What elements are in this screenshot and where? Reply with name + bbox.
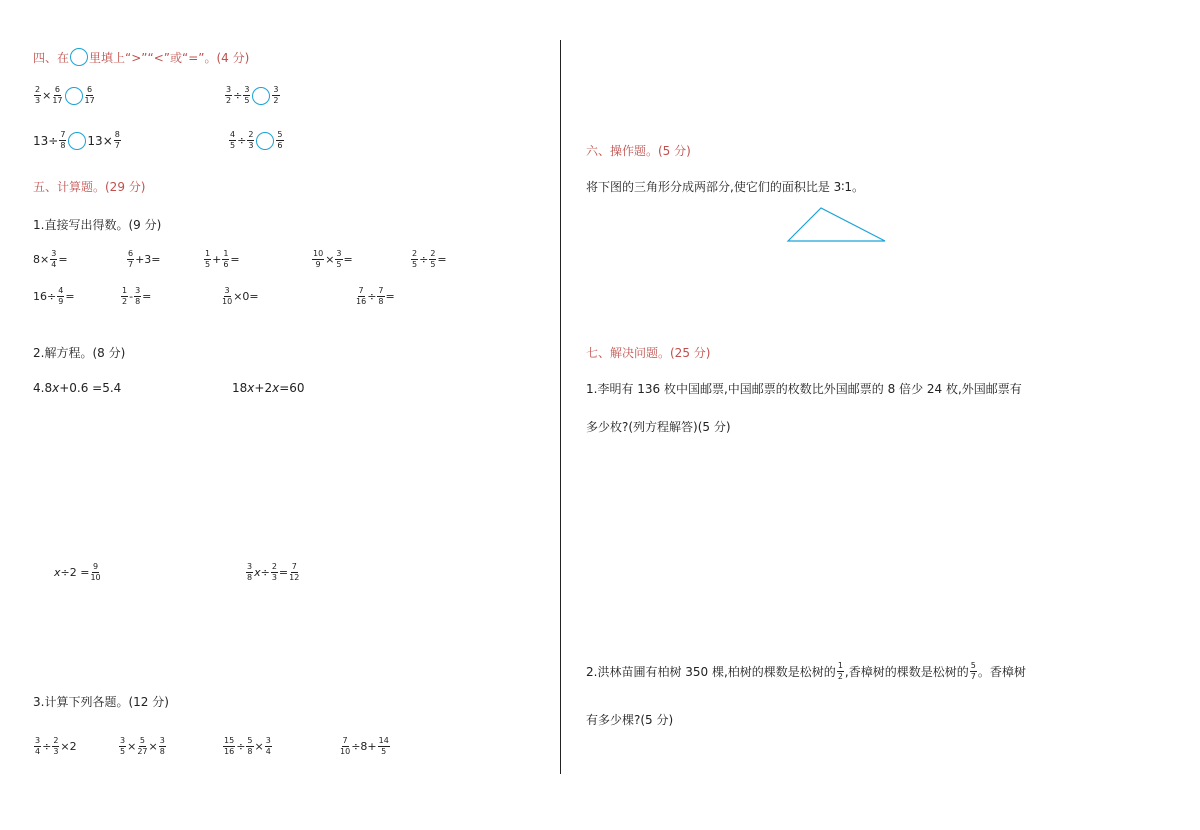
equation-item: x ÷2 = $\frac{9}{10}$ (54, 562, 101, 582)
calc-item: $\frac{10}{9}$ × $\frac{3}{5}$ = (313, 249, 353, 269)
section-5-title: 五、计算题。(29 分) (33, 180, 146, 194)
calc-item: $\frac{1}{5}$ + $\frac{1}{6}$ = (205, 249, 240, 269)
section-6-text: 将下图的三角形分成两部分,使它们的面积比是 3∶1。 (586, 180, 865, 194)
section-7-title: 七、解决问题。(25 分) (586, 346, 711, 360)
calc-item: $\frac{2}{5}$ ÷ $\frac{2}{5}$ = (412, 249, 447, 269)
calc-item: $\frac{3}{10}$ ×0= (222, 286, 259, 306)
equation-item: 18 x +2 x =60 (232, 381, 305, 395)
problem-2-line-2: 有多少棵?(5 分) (586, 713, 674, 727)
equation-item: 4.8 x +0.6 =5.4 (33, 381, 122, 395)
section-6-title: 六、操作题。(5 分) (586, 144, 691, 158)
answer-circle[interactable] (256, 132, 274, 150)
triangle-figure[interactable] (785, 204, 889, 244)
calc-item: $\frac{3}{4}$ ÷ $\frac{2}{3}$ ×2 (35, 736, 77, 756)
q3-title: 3.计算下列各题。(12 分) (33, 695, 169, 709)
calc-item: $\frac{6}{7}$ +3= (128, 249, 161, 269)
calc-item: $\frac{3}{5}$ × $\frac{5}{27}$ × $\frac{3}{8}$ (120, 736, 165, 756)
answer-circle[interactable] (252, 87, 270, 105)
column-divider (560, 40, 561, 774)
compare-exercise-1: $\frac{2}{3}$ × $\frac{6}{17}$ $\frac{6}{17}$ (35, 85, 95, 105)
calc-item: $\frac{7}{10}$ ÷8+ $\frac{14}{5}$ (340, 736, 389, 756)
compare-exercise-4: $\frac{4}{5}$ ÷ $\frac{2}{3}$ $\frac{5}{6}$ (230, 130, 283, 150)
triangle-shape (788, 208, 885, 241)
calc-item: $\frac{15}{16}$ ÷ $\frac{5}{8}$ × $\frac{3}{4}$ (224, 736, 271, 756)
calc-item: 8× $\frac{3}{4}$ = (33, 249, 68, 269)
problem-1-line-1: 1.李明有 136 枚中国邮票,中国邮票的枚数比外国邮票的 8 倍少 24 枚,外国邮票有 (586, 382, 1022, 396)
q2-title: 2.解方程。(8 分) (33, 346, 126, 360)
problem-2-line-1: 2.洪林苗圃有柏树 350 棵,柏树的棵数是松树的 $\frac{1}{2}$ ,香樟树的棵数是松树的 $\frac{5}{7}$ 。香樟树 (586, 661, 1026, 681)
compare-exercise-2: $\frac{3}{2}$ ÷ $\frac{3}{5}$ $\frac{3}{2}$ (226, 85, 279, 105)
calc-item: $\frac{7}{16}$ ÷ $\frac{7}{8}$ = (356, 286, 395, 306)
q1-title: 1.直接写出得数。(9 分) (33, 218, 162, 232)
section-4-title: 四、在 里填上“>”“<”或“=”。(4 分) (33, 48, 249, 66)
problem-1-line-2: 多少枚?(列方程解答)(5 分) (586, 420, 731, 434)
calc-item: $\frac{1}{2}$ - $\frac{3}{8}$ = (122, 286, 152, 306)
calc-item: 16÷ $\frac{4}{9}$ = (33, 286, 75, 306)
answer-circle[interactable] (68, 132, 86, 150)
compare-exercise-3: 13÷ $\frac{7}{8}$ 13× $\frac{8}{7}$ (33, 130, 120, 150)
equation-item: $\frac{3}{8}$ x ÷ $\frac{2}{3}$ = $\frac{7}{12}$ (247, 562, 300, 582)
answer-circle[interactable] (65, 87, 83, 105)
blank-circle-icon (70, 48, 88, 66)
